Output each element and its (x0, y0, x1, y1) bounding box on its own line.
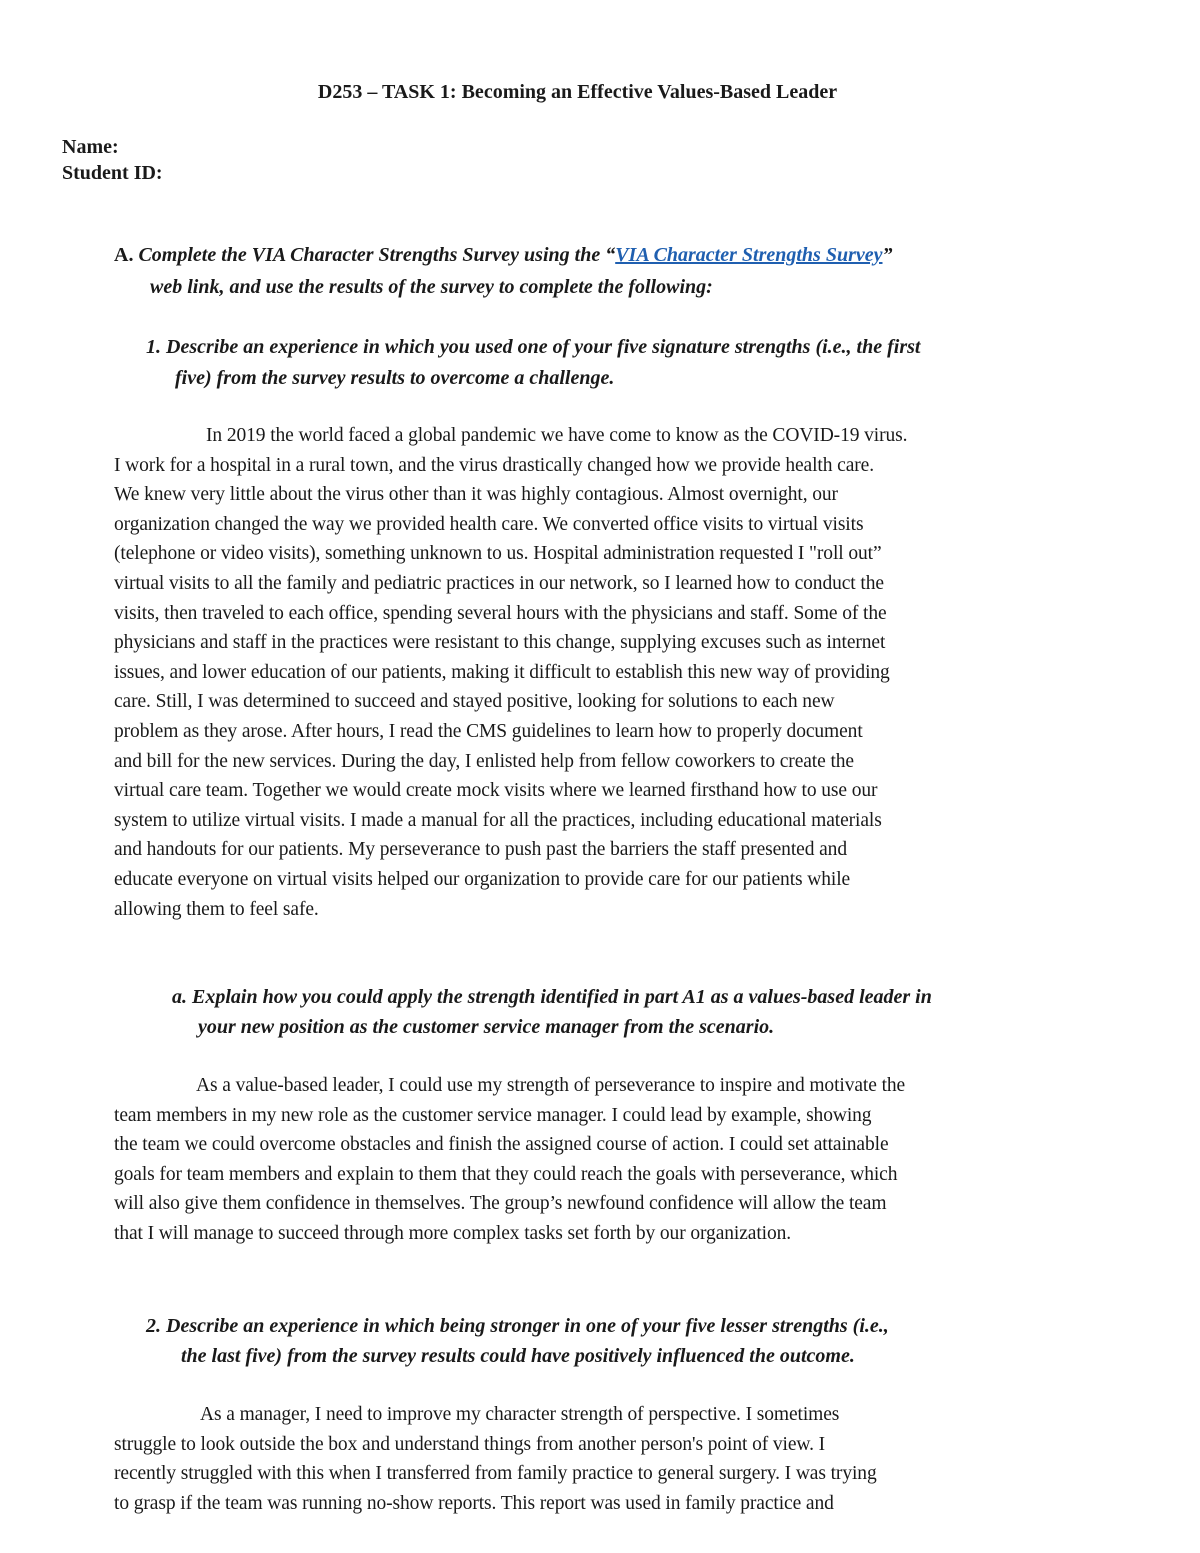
section-a-text: Complete the VIA Character Strengths Survey using the “ (138, 244, 616, 266)
answer-1-line: (telephone or video visits), something unknown to us. Hospital administration requested I "roll out” (114, 543, 882, 565)
question-a-line1: a. Explain how you could apply the strength identified in part A1 as a values-based leader in (172, 986, 932, 1008)
answer-2-paragraph (114, 1400, 877, 1518)
answer-a-line: team members in my new role as the customer service manager. I could lead by example, showing (114, 1104, 872, 1126)
student-id-label: Student ID: (62, 162, 163, 184)
document-title: D253 – TASK 1: Becoming an Effective Values-Based Leader (317, 81, 838, 103)
question-2-line1: 2. Describe an experience in which being stronger in one of your five lesser strengths (i.e., (146, 1315, 889, 1337)
answer-1-line: system to utilize virtual visits. I made a manual for all the practices, including educational materials (114, 809, 882, 831)
answer-1-line: and bill for the new services. During the day, I enlisted help from fellow coworkers to create the (114, 750, 854, 772)
answer-1-line: We knew very little about the virus other than it was highly contagious. Almost overnight, our (114, 484, 838, 506)
answer-1-line: care. Still, I was determined to succeed and stayed positive, looking for solutions to each new (114, 691, 835, 713)
answer-1-line: and handouts for our patients. My perseverance to push past the barriers the staff presented and (114, 839, 847, 861)
answer-2-line: struggle to look outside the box and understand things from another person's point of view. I (114, 1433, 826, 1455)
answer-1-line: physicians and staff in the practices were resistant to this change, supplying excuses such as internet (114, 632, 886, 654)
answer-1-line: educate everyone on virtual visits helped our organization to provide care for our patients while (114, 868, 851, 890)
answer-2-line: recently struggled with this when I transferred from family practice to general surgery. I was trying (114, 1463, 877, 1485)
section-a-quote-close: ” (882, 244, 893, 266)
answer-1-line: In 2019 the world faced a global pandemic we have come to know as the COVID-19 virus. (206, 425, 908, 446)
answer-1-line: allowing them to feel safe. (114, 898, 319, 920)
answer-a-line: will also give them confidence in themselves. The group’s newfound confidence will allow the team (114, 1193, 887, 1215)
answer-1-line: virtual care team. Together we would create mock visits where we learned firsthand how to use our (114, 780, 878, 802)
answer-1-paragraph (114, 421, 907, 924)
answer-1-line: visits, then traveled to each office, spending several hours with the physicians and staff. Some of the (114, 602, 887, 624)
answer-1-line: problem as they arose. After hours, I read the CMS guidelines to learn how to properly document (114, 720, 863, 742)
via-survey-link[interactable]: VIA Character Strengths Survey (615, 244, 883, 266)
section-a-letter: A. (114, 244, 134, 266)
answer-1-line: organization changed the way we provided health care. We converted office visits to virtual visits (114, 513, 864, 535)
question-2-line2: the last five) from the survey results could have positively influenced the outcome. (181, 1345, 855, 1367)
name-label: Name: (62, 136, 119, 158)
answer-1-line: I work for a hospital in a rural town, and the virus drastically changed how we provide health care. (114, 454, 874, 476)
answer-1-line: issues, and lower education of our patients, making it difficult to establish this new way of providing (114, 661, 890, 683)
question-a-line2: your new position as the customer service manager from the scenario. (198, 1016, 775, 1038)
answer-1-line: virtual visits to all the family and pediatric practices in our network, so I learned how to conduct the (114, 572, 884, 594)
question-1-line2: five) from the survey results to overcome a challenge. (175, 367, 615, 389)
answer-a-line: that I will manage to succeed through more complex tasks set forth by our organization. (114, 1222, 792, 1244)
answer-2-line: As a manager, I need to improve my character strength of perspective. I sometimes (200, 1404, 840, 1425)
answer-a-line: As a value-based leader, I could use my strength of perseverance to inspire and motivate the (196, 1075, 906, 1096)
answer-2-line: to grasp if the team was running no-show reports. This report was used in family practice and (114, 1492, 834, 1514)
section-a-line2: web link, and use the results of the survey to complete the following: (150, 276, 713, 298)
question-1-line1: 1. Describe an experience in which you used one of your five signature strengths (i.e., the first (146, 336, 921, 358)
answer-a-line: the team we could overcome obstacles and finish the assigned course of action. I could set attainable (114, 1134, 889, 1156)
section-a-heading (114, 240, 893, 271)
answer-a-paragraph (114, 1071, 905, 1249)
answer-a-line: goals for team members and explain to them that they could reach the goals with perseverance, which (114, 1163, 898, 1185)
